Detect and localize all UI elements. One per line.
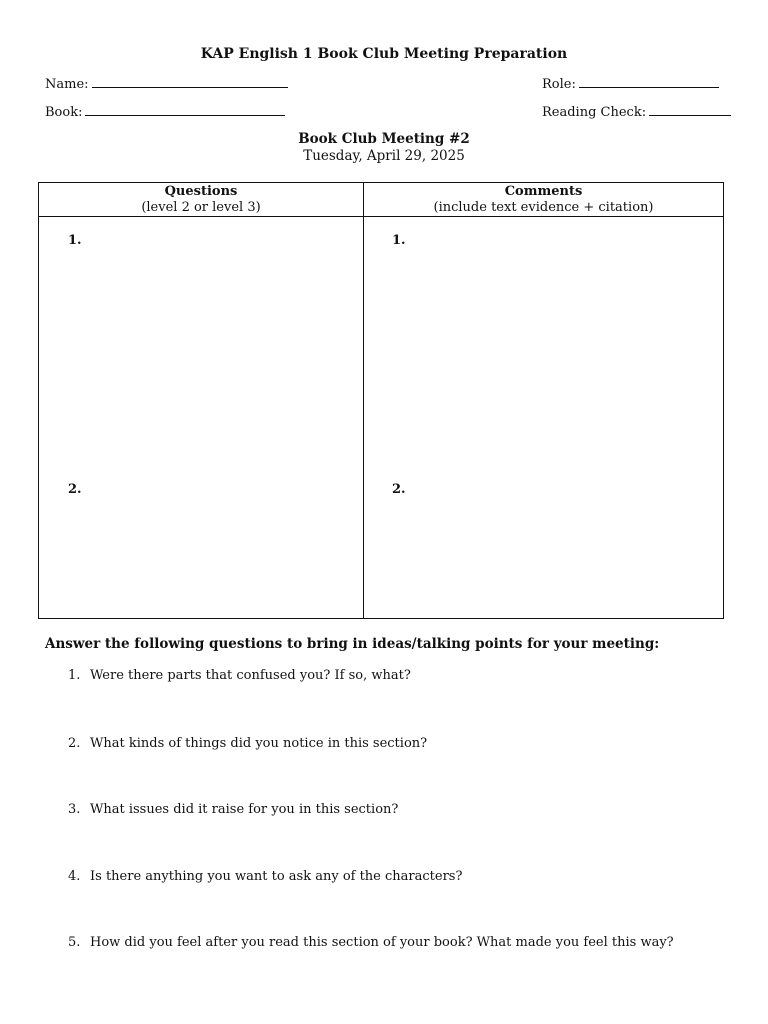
name-blank-line[interactable] (92, 75, 288, 88)
list-item-text: Were there parts that confused you? If so, what? (90, 668, 411, 683)
reading-check-blank-line[interactable] (649, 103, 731, 116)
list-item-number: 4. (68, 869, 81, 884)
list-item-text: How did you feel after you read this section of your book? What made you feel this way? (90, 935, 674, 950)
questions-header-title: Questions (164, 184, 238, 199)
questions-header-subtitle: (level 2 or level 3) (141, 200, 261, 215)
name-label: Name: (45, 77, 89, 92)
comments-column-header (364, 183, 723, 216)
role-label: Role: (542, 77, 576, 92)
list-item-text: What issues did it raise for you in this section? (90, 802, 399, 817)
book-field[interactable] (45, 103, 285, 120)
comment-number-2: 2. (392, 482, 406, 497)
book-label: Book: (45, 105, 83, 120)
list-item-number: 1. (68, 668, 81, 683)
question-number-1: 1. (68, 233, 82, 248)
meeting-title: Book Club Meeting #2 (298, 131, 470, 147)
comments-header-subtitle: (include text evidence + citation) (433, 200, 654, 215)
meeting-date: Tuesday, April 29, 2025 (303, 148, 465, 164)
questions-column-header (39, 183, 363, 216)
book-blank-line[interactable] (85, 103, 285, 116)
reading-check-label: Reading Check: (542, 105, 647, 120)
comments-header-title: Comments (504, 184, 583, 199)
list-item-text: What kinds of things did you notice in this section? (90, 736, 428, 751)
role-blank-line[interactable] (579, 75, 719, 88)
comments-answer-area[interactable] (364, 217, 723, 618)
comment-number-1: 1. (392, 233, 406, 248)
reading-check-field[interactable] (542, 103, 731, 120)
role-field[interactable] (542, 75, 719, 92)
list-item-number: 2. (68, 736, 81, 751)
list-item-number: 5. (68, 935, 81, 950)
list-item-number: 3. (68, 802, 81, 817)
list-item-text: Is there anything you want to ask any of the characters? (90, 869, 463, 884)
name-field[interactable] (45, 75, 288, 92)
questions-comments-table (38, 182, 724, 619)
question-number-2: 2. (68, 482, 82, 497)
page-title: KAP English 1 Book Club Meeting Preparation (200, 46, 568, 62)
questions-section-heading: Answer the following questions to bring in ideas/talking points for your meeting: (45, 636, 660, 652)
questions-answer-area[interactable] (39, 217, 363, 618)
